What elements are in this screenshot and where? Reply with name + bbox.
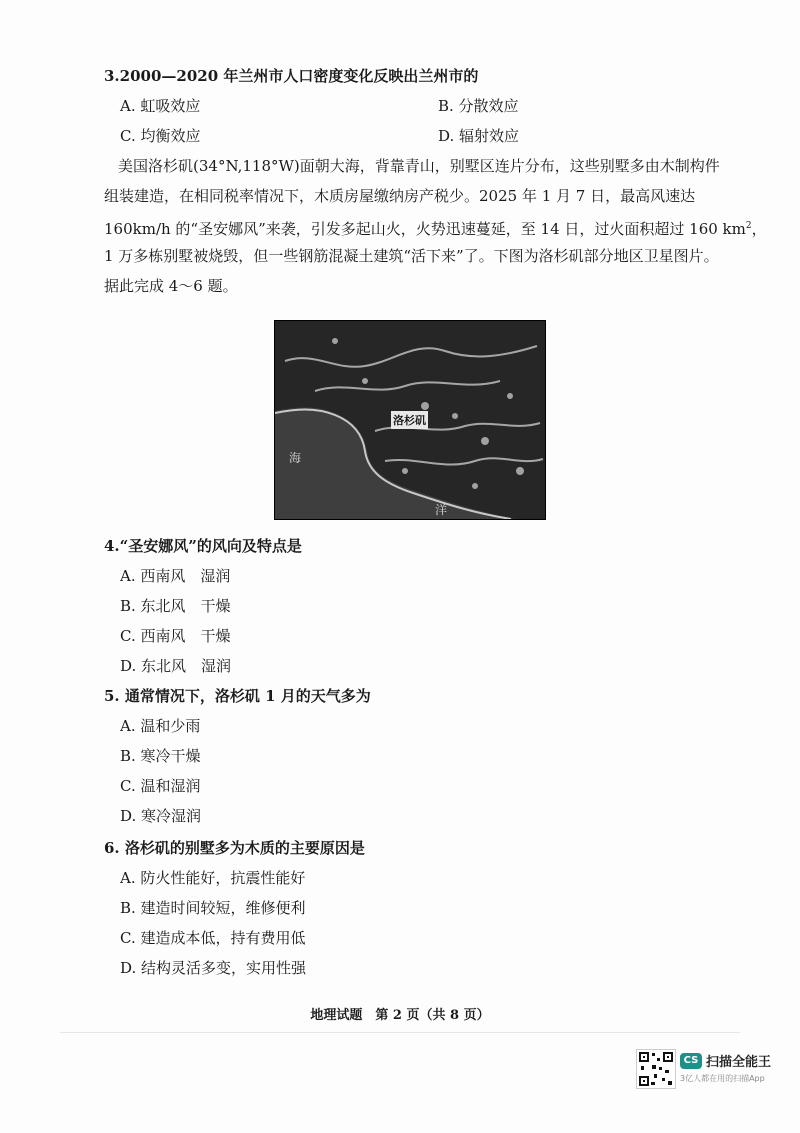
passage-line-5: 据此完成 4～6 题。 — [104, 277, 238, 295]
question-5-option-a: A. 温和少雨 — [120, 717, 201, 735]
question-3-option-d: D. 辐射效应 — [438, 127, 520, 145]
question-6-option-b: B. 建造时间较短，维修便利 — [120, 899, 306, 917]
question-4-option-d: D. 东北风 湿润 — [120, 657, 232, 675]
question-6-stem: 6. 洛杉矶的别墅多为木质的主要原因是 — [104, 839, 365, 857]
question-4-option-a: A. 西南风 湿润 — [120, 567, 231, 585]
map-ocean-label: 洋 — [435, 503, 448, 517]
passage-line-3 — [104, 216, 767, 239]
question-4-stem: 4.“圣安娜风”的风向及特点是 — [104, 537, 302, 555]
passage-line-4: 1 万多栋别墅被烧毁，但一些钢筋混凝土建筑“活下来”了。下图为洛杉矶部分地区卫星图片。 — [104, 247, 719, 265]
scanner-logo-icon: CS — [680, 1053, 702, 1069]
question-3-option-a: A. 虹吸效应 — [120, 97, 201, 115]
question-5-option-c: C. 温和湿润 — [120, 777, 201, 795]
passage-line-2: 组装建造，在相同税率情况下，木质房屋缴纳房产税少。2025 年 1 月 7 日，最高风速达 — [104, 187, 696, 205]
footer-divider — [60, 1032, 740, 1033]
qr-code-icon — [636, 1049, 676, 1089]
map-city-label: 洛杉矶 — [391, 411, 428, 429]
area-unit-exponent: 2 — [745, 221, 752, 231]
question-3-stem: 3.2000—2020 年兰州市人口密度变化反映出兰州市的 — [104, 67, 479, 85]
passage-line-3-end: ， — [751, 220, 767, 238]
question-4-option-b: B. 东北风 干燥 — [120, 597, 231, 615]
question-5-option-b: B. 寒冷干燥 — [120, 747, 201, 765]
question-6-option-d: D. 结构灵活多变，实用性强 — [120, 959, 307, 977]
question-6-option-a: A. 防火性能好，抗震性能好 — [120, 869, 306, 887]
map-sea-label: 海 — [289, 451, 302, 465]
question-4-option-c: C. 西南风 干燥 — [120, 627, 231, 645]
question-3-option-c: C. 均衡效应 — [120, 127, 201, 145]
question-5-option-d: D. 寒冷湿润 — [120, 807, 202, 825]
question-3-option-b: B. 分散效应 — [438, 97, 519, 115]
scanner-app-name: 扫描全能王 — [706, 1055, 772, 1070]
scanner-tagline: 3亿人都在用的扫描App — [680, 1074, 765, 1083]
passage-line-3-text: 160km/h 的“圣安娜风”来袭，引发多起山火，火势迅速蔓延，至 14 日，过火面积超过 160 km — [104, 220, 746, 238]
page-footer: 地理试题 第 2 页（共 8 页） — [310, 1008, 490, 1023]
question-6-option-c: C. 建造成本低，持有费用低 — [120, 929, 306, 947]
question-5-stem: 5. 通常情况下，洛杉矶 1 月的天气多为 — [104, 687, 371, 705]
satellite-image — [274, 320, 546, 520]
passage-line-1: 美国洛杉矶(34°N,118°W)面朝大海，背靠青山，别墅区连片分布，这些别墅多由木制构件 — [118, 157, 720, 175]
